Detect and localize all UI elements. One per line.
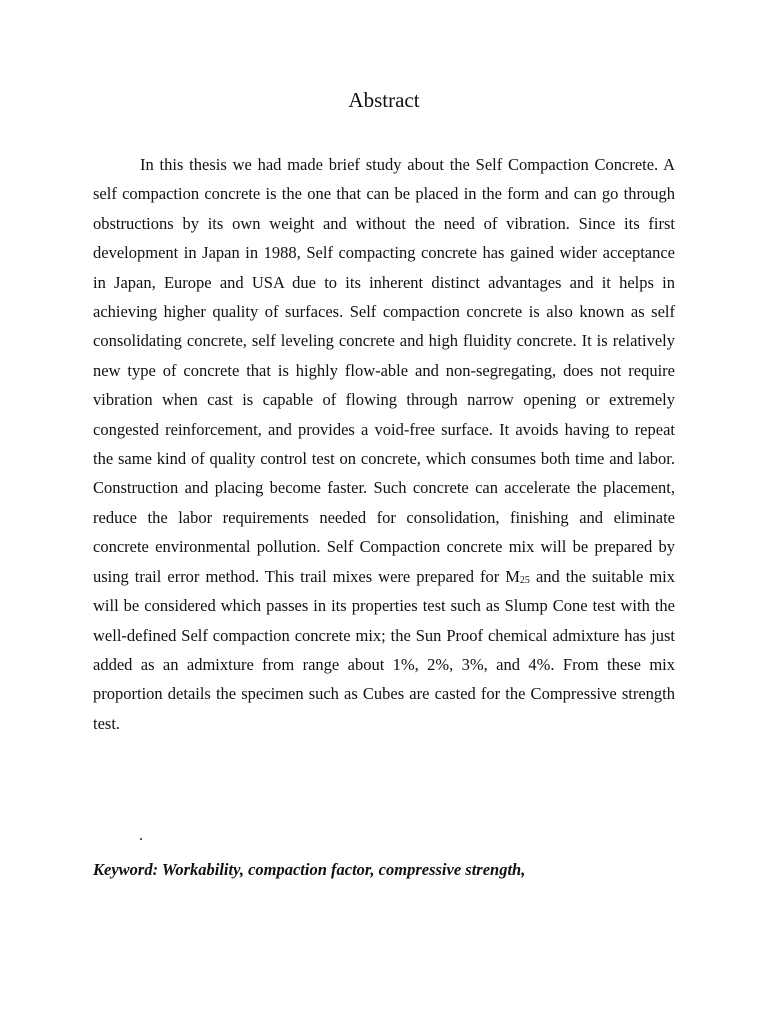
abstract-text-part-2: and the suitable mix will be considered which passes in its properties test such as Slump Cone test with the well-defined Self compaction concrete mix; the Sun Proof chemical admixture has just added as an admixture from range about 1%, 2%, 3%, and 4%. From these mix proportion details the specimen such as Cubes are casted for the Compressive strength test. [93,566,675,733]
grade-subscript: 25 [519,574,530,586]
page-title: Abstract [348,88,420,112]
abstract-paragraph [93,150,675,738]
keywords-line: Keyword: Workability, compaction factor, compressive strength, [93,860,526,879]
stray-period: . [139,827,143,844]
abstract-text-part-1: In this thesis we had made brief study about the Self Compaction Concrete. A self compaction concrete is the one that can be placed in the form and can go through obstructions by its own weight and without the need of vibration. Since its first development in Japan in 1988, Self compacting concrete has gained wider acceptance in Japan, Europe and USA due to its inherent distinct advantages and it helps in achieving higher quality of surfaces. Self compaction concrete is also known as self consolidating concrete, self leveling concrete and high fluidity concrete. It is relatively new type of concrete that is highly flow-able and non-segregating, does not require vibration when cast is capable of flowing through narrow opening or extremely congested reinforcement, and provides a void-free surface. It avoids having to repeat the same kind of quality control test on concrete, which consumes both time and labor. Construction and placing become faster. Such concrete can accelerate the placement, reduce the labor requirements needed for consolidation, finishing and eliminate concrete environmental pollution. Self Compaction concrete mix will be prepared by using trail error method. This trail mixes were prepared for M [93,155,675,586]
